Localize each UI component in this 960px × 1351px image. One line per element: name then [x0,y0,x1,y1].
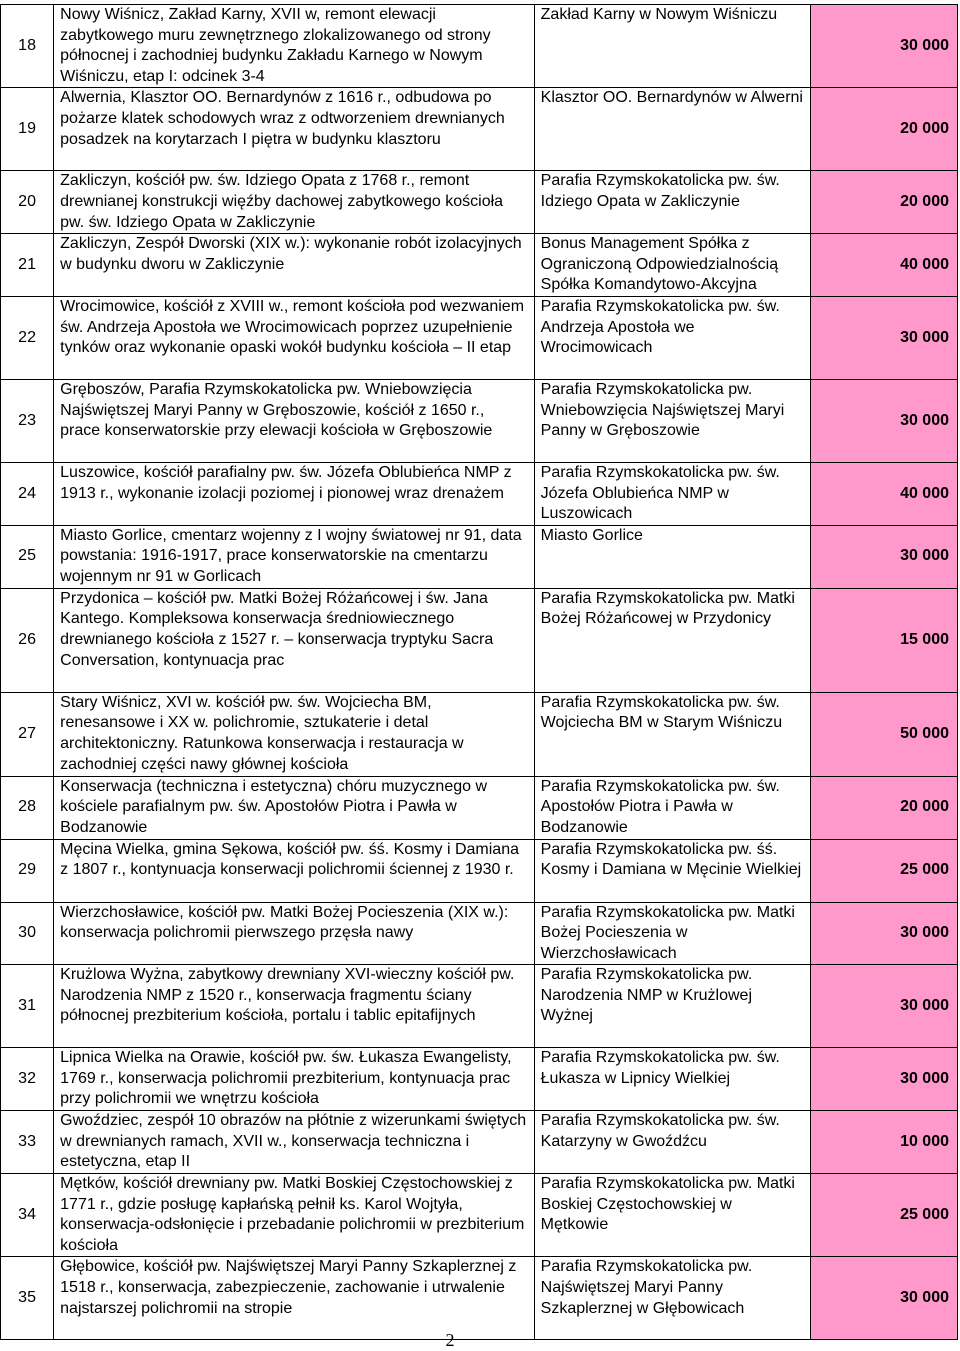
row-beneficiary: Parafia Rzymskokatolicka pw. Wniebowzięcia Najświętszej Maryi Panny w Gręboszowie [534,379,810,462]
row-amount: 20 000 [810,776,957,839]
row-beneficiary: Parafia Rzymskokatolicka pw. śś. Kosmy i Damiana w Męcinie Wielkiej [534,839,810,902]
table-row [1,839,958,902]
row-description: Głębowice, kościół pw. Najświętszej Maryi Panny Szkaplerznej z 1518 r., konserwacja, zabezpieczenie, zachowanie i utrwalenie najstarszej polichromii na stropie [54,1257,535,1340]
row-description: Miasto Gorlice, cmentarz wojenny z I wojny światowej nr 91, data powstania: 1916-1917, prace konserwatorskie na cmentarzu wojennym nr 91 w Gorlicach [54,525,535,588]
row-number: 23 [1,379,54,462]
row-beneficiary: Parafia Rzymskokatolicka pw. św. Łukasza w Lipnicy Wielkiej [534,1048,810,1111]
row-beneficiary: Parafia Rzymskokatolicka pw. św. Wojciecha BM w Starym Wiśniczu [534,692,810,776]
row-amount: 10 000 [810,1111,957,1174]
row-number: 32 [1,1048,54,1111]
row-description: Wrocimowice, kościół z XVIII w., remont kościoła pod wezwaniem św. Andrzeja Apostoła we Wrocimowicach poprzez uzupełnienie tynków oraz wykonanie opaski wokół budynku kościoła – II etap [54,296,535,379]
row-amount: 30 000 [810,296,957,379]
row-beneficiary: Parafia Rzymskokatolicka pw. św. Katarzyny w Gwoźdźcu [534,1111,810,1174]
table-row [1,5,958,88]
row-description: Krużlowa Wyżna, zabytkowy drewniany XVI-wieczny kościół pw. Narodzenia NMP z 1520 r., konserwacja fragmentu ściany północnej prezbiterium kościoła, portalu i tablic epitafijnych [54,965,535,1048]
grants-table-body [1,5,958,1340]
row-beneficiary: Bonus Management Spółka z Ograniczoną Odpowiedzialnością Spółka Komandytowo-Akcyjna [534,234,810,297]
row-description: Przydonica – kościół pw. Matki Bożej Różańcowej i św. Jana Kantego. Kompleksowa konserwacja średniowiecznego drewnianego kościoła z 1527 r. – konserwacja tryptyku Sacra Conversation, kontynuacja prac [54,588,535,692]
row-number: 31 [1,965,54,1048]
row-amount: 20 000 [810,88,957,171]
table-row [1,588,958,692]
row-amount: 20 000 [810,171,957,234]
row-description: Konserwacja (techniczna i estetyczna) chóru muzycznego w kościele parafialnym pw. św. Apostołów Piotra i Pawła w Bodzanowie [54,776,535,839]
table-row [1,965,958,1048]
row-description: Luszowice, kościół parafialny pw. św. Józefa Oblubieńca NMP z 1913 r., wykonanie izolacji poziomej i pionowej wraz drenażem [54,462,535,525]
row-description: Alwernia, Klasztor OO. Bernardynów z 1616 r., odbudowa po pożarze klatek schodowych wraz z odtworzeniem drewnianych posadzek na korytarzach I piętra w budynku klasztoru [54,88,535,171]
table-row [1,1174,958,1257]
row-number: 28 [1,776,54,839]
table-row [1,234,958,297]
table-row [1,296,958,379]
row-description: Gwoździec, zespół 10 obrazów na płótnie z wizerunkami świętych w drewnianych ramach, XVII w., konserwacja techniczna i estetyczna, etap II [54,1111,535,1174]
row-description: Wierzchosławice, kościół pw. Matki Bożej Pocieszenia (XIX w.): konserwacja polichromii pierwszego przęsła nawy [54,902,535,965]
table-row [1,1048,958,1111]
row-beneficiary: Parafia Rzymskokatolicka pw. św. Andrzeja Apostoła we Wrocimowicach [534,296,810,379]
row-amount: 40 000 [810,462,957,525]
row-beneficiary: Parafia Rzymskokatolicka pw. św. Idziego Opata w Zakliczynie [534,171,810,234]
row-beneficiary: Parafia Rzymskokatolicka pw. Matki Boskiej Częstochowskiej w Mętkowie [534,1174,810,1257]
row-description: Nowy Wiśnicz, Zakład Karny, XVII w, remont elewacji zabytkowego muru zewnętrznego zlokalizowanego od strony północnej i zachodniej budynku Zakładu Karnego w Nowym Wiśniczu, etap I: odcinek 3-4 [54,5,535,88]
table-row [1,1111,958,1174]
row-beneficiary: Miasto Gorlice [534,525,810,588]
grants-table [0,4,958,1340]
row-description: Męcina Wielka, gmina Sękowa, kościół pw. śś. Kosmy i Damiana z 1807 r., kontynuacja konserwacji polichromii ściennej z 1930 r. [54,839,535,902]
row-beneficiary: Zakład Karny w Nowym Wiśniczu [534,5,810,88]
row-beneficiary: Parafia Rzymskokatolicka pw. Matki Bożej Różańcowej w Przydonicy [534,588,810,692]
row-number: 26 [1,588,54,692]
row-beneficiary: Parafia Rzymskokatolicka pw. św. Apostołów Piotra i Pawła w Bodzanowie [534,776,810,839]
row-amount: 30 000 [810,902,957,965]
row-amount: 50 000 [810,692,957,776]
row-amount: 30 000 [810,525,957,588]
row-number: 25 [1,525,54,588]
table-row [1,171,958,234]
table-row [1,1257,958,1340]
row-number: 19 [1,88,54,171]
row-beneficiary: Parafia Rzymskokatolicka pw. Matki Bożej Pocieszenia w Wierzchosławicach [534,902,810,965]
row-amount: 30 000 [810,379,957,462]
row-number: 20 [1,171,54,234]
table-row [1,692,958,776]
table-row [1,379,958,462]
row-description: Mętków, kościół drewniany pw. Matki Boskiej Częstochowskiej z 1771 r., gdzie posługę kapłańską pełnił ks. Karol Wojtyła, konserwacja-odsłonięcie i przebadanie polichromii w prezbiterium kościoła [54,1174,535,1257]
table-row [1,525,958,588]
row-number: 27 [1,692,54,776]
page-number: 2 [445,1330,455,1350]
row-description: Stary Wiśnicz, XVI w. kościół pw. św. Wojciecha BM, renesansowe i XX w. polichromie, sztukaterie i detal architektoniczny. Ratunkowa konserwacja i restauracja w zachodniej części nawy głównej kościoła [54,692,535,776]
row-amount: 15 000 [810,588,957,692]
row-description: Zakliczyn, Zespół Dworski (XIX w.): wykonanie robót izolacyjnych w budynku dworu w Zakliczynie [54,234,535,297]
table-row [1,88,958,171]
row-amount: 25 000 [810,1174,957,1257]
table-row [1,462,958,525]
row-number: 24 [1,462,54,525]
row-number: 22 [1,296,54,379]
row-description: Zakliczyn, kościół pw. św. Idziego Opata z 1768 r., remont drewnianej konstrukcji więźby dachowej zabytkowego kościoła pw. św. Idziego Opata w Zakliczynie [54,171,535,234]
row-amount: 30 000 [810,1257,957,1340]
row-beneficiary: Parafia Rzymskokatolicka pw. św. Józefa Oblubieńca NMP w Luszowicach [534,462,810,525]
row-number: 29 [1,839,54,902]
table-row [1,776,958,839]
row-description: Gręboszów, Parafia Rzymskokatolicka pw. Wniebowzięcia Najświętszej Maryi Panny w Gręboszowie, kościół z 1650 r., prace konserwatorskie przy elewacji kościoła w Gręboszowie [54,379,535,462]
row-beneficiary: Klasztor OO. Bernardynów w Alwerni [534,88,810,171]
row-amount: 30 000 [810,5,957,88]
row-amount: 30 000 [810,965,957,1048]
row-number: 34 [1,1174,54,1257]
row-number: 35 [1,1257,54,1340]
row-amount: 40 000 [810,234,957,297]
row-number: 33 [1,1111,54,1174]
row-beneficiary: Parafia Rzymskokatolicka pw. Najświętszej Maryi Panny Szkaplerznej w Głębowicach [534,1257,810,1340]
row-beneficiary: Parafia Rzymskokatolicka pw. Narodzenia NMP w Krużlowej Wyżnej [534,965,810,1048]
row-amount: 30 000 [810,1048,957,1111]
row-number: 21 [1,234,54,297]
row-number: 18 [1,5,54,88]
table-row [1,902,958,965]
row-amount: 25 000 [810,839,957,902]
row-number: 30 [1,902,54,965]
row-description: Lipnica Wielka na Orawie, kościół pw. św. Łukasza Ewangelisty, 1769 r., konserwacja polichromii prezbiterium, kontynuacja prac przy polichromii we wnętrzu kościoła [54,1048,535,1111]
